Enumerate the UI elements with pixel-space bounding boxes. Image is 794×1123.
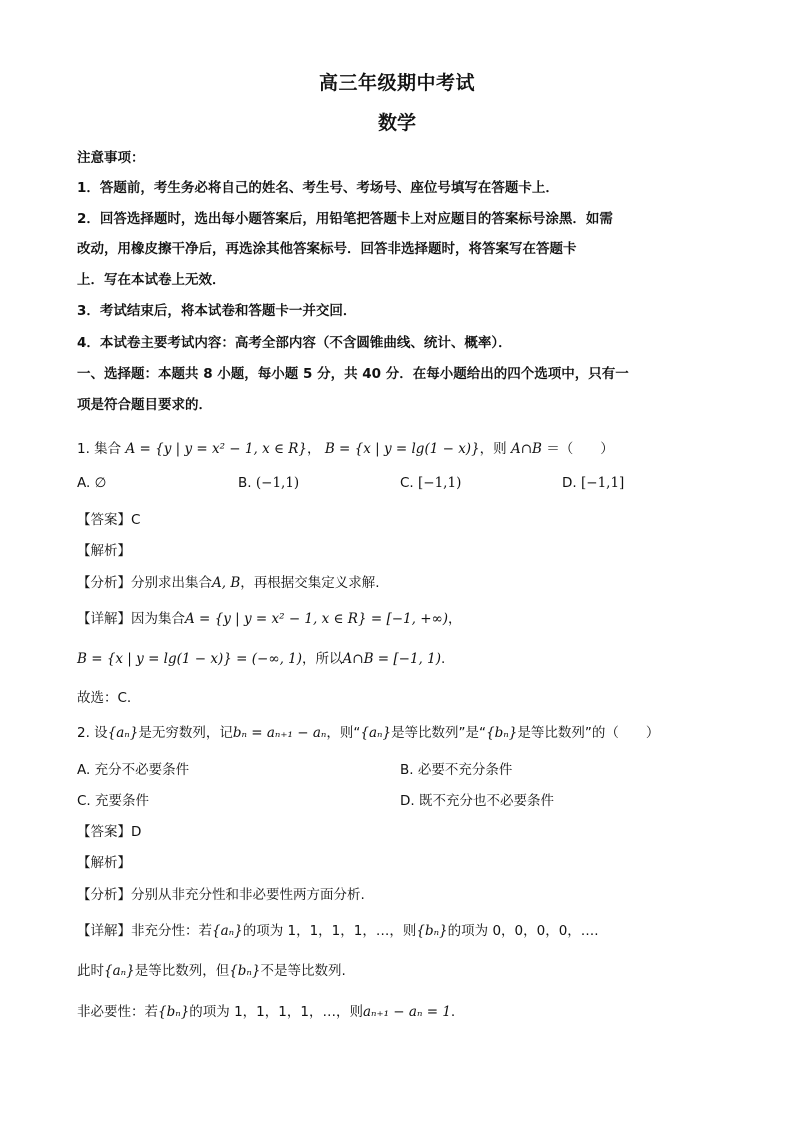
q2-d3-text-3: . xyxy=(450,1004,456,1020)
q1-fenxi-label: 【分析】 xyxy=(77,575,131,591)
q2-prefix: 2. 设 xyxy=(77,725,108,741)
exam-title: 高三年级期中考试 xyxy=(318,72,475,94)
q1-detail-line-2: B = {x | y = lg(1 − x)} = (−∞, 1)，所以A∩B = [−1, 1). xyxy=(77,651,446,667)
q2-detail-label: 【详解】 xyxy=(77,923,131,939)
q1-option-c-value: [−1,1) xyxy=(418,475,462,491)
q1-option-d[interactable] xyxy=(562,474,624,492)
q2-d1-seq-a: {aₙ} xyxy=(212,923,243,939)
q1-comma: ， xyxy=(307,441,321,457)
q2-d3-text-2: 的项为 1，1，1，1，…，则 xyxy=(189,1004,363,1020)
question-2-stem xyxy=(77,724,659,742)
notice-heading: 注意事项： xyxy=(77,150,145,166)
q1-detail-line-1: 【详解】因为集合A = {y | y = x² − 1, x ∈ R} = [−1, +∞)， xyxy=(77,611,462,627)
q2-d2-seq-b: {bₙ} xyxy=(229,963,261,979)
q1-fenxi-text-1: 分别求出集合 xyxy=(131,575,212,591)
q2-option-a[interactable]: A. 充分不必要条件 xyxy=(77,762,190,778)
q2-detail-line-1 xyxy=(77,922,599,940)
q2-fenxi-label: 【分析】 xyxy=(77,887,131,903)
q2-detail-line-2 xyxy=(77,962,346,980)
q1-detail-text-2: ，所以 xyxy=(302,651,343,667)
q2-d2-text-2: 是等比数列，但 xyxy=(134,963,230,979)
exam-subject: 数学 xyxy=(377,112,416,134)
q2-answer: 【答案】D xyxy=(77,824,142,840)
notice-item-2-line-3: 上．写在本试卷上无效． xyxy=(77,272,226,288)
q1-fenxi-math: A, B xyxy=(212,575,241,591)
q1-option-c-label: C. xyxy=(400,475,414,491)
q1-option-d-value: [−1,1] xyxy=(580,475,625,491)
q2-analysis-heading: 【解析】 xyxy=(77,855,131,871)
q1-detail-label: 【详解】 xyxy=(77,611,131,627)
q1-fenxi-text-2: ，再根据交集定义求解. xyxy=(240,575,380,591)
q2-option-c[interactable]: C. 充要条件 xyxy=(77,793,150,809)
section-1-line-2: 项是符合题目要求的． xyxy=(77,397,212,413)
q2-d3-seq-b: {bₙ} xyxy=(158,1004,190,1020)
notice-item-1: 1．答题前，考生务必将自己的姓名、考生号、考场号、座位号填写在答题卡上． xyxy=(77,180,559,196)
q1-option-c[interactable] xyxy=(400,474,461,492)
q1-analysis-heading: 【解析】 xyxy=(77,543,131,559)
q2-d2-text-3: 不是等比数列. xyxy=(260,963,346,979)
q1-detail-text-1: 因为集合 xyxy=(131,611,185,627)
q1-option-d-label: D. xyxy=(562,475,577,491)
q2-d3-math: aₙ₊₁ − aₙ = 1 xyxy=(362,1004,451,1020)
q2-text-2: ，则“ xyxy=(326,725,361,741)
q2-text-4: 是等比数列”的（ ） xyxy=(517,725,660,741)
q1-fenxi xyxy=(77,574,380,592)
q2-seq-b: {bₙ} xyxy=(486,725,518,741)
q1-detail-math-2: B = {x | y = lg(1 − x)} = (−∞, 1) xyxy=(77,651,303,667)
q2-d2-seq-a: {aₙ} xyxy=(104,963,135,979)
q1-option-a-value: ∅ xyxy=(94,475,107,491)
q2-seq-a: {aₙ} xyxy=(107,725,139,741)
q1-ask: ，则 xyxy=(479,441,507,457)
q2-option-b[interactable]: B. 必要不充分条件 xyxy=(400,762,513,778)
q1-detail-math-3: A∩B = [−1, 1) xyxy=(342,651,441,667)
q1-prefix: 1. 集合 xyxy=(77,441,122,457)
q1-option-b[interactable] xyxy=(238,474,299,492)
q1-set-b: B = {x | y = lg(1 − x)} xyxy=(324,441,480,457)
section-1-line-1: 一、选择题：本题共 8 小题，每小题 5 分，共 40 分．在每小题给出的四个选项中，只有一 xyxy=(77,366,629,382)
q2-text-1: 是无穷数列，记 xyxy=(138,725,233,741)
q1-set-a: A = {y | y = x² − 1, x ∈ R} xyxy=(125,441,308,457)
q2-def: bₙ = aₙ₊₁ − aₙ xyxy=(232,725,327,741)
q2-d1-text-2: 的项为 1，1，1，1，…，则 xyxy=(242,923,417,939)
q1-option-b-value: (−1,1) xyxy=(255,475,300,491)
q2-option-d[interactable]: D. 既不充分也不必要条件 xyxy=(400,793,554,809)
q2-text-3: 是等比数列”是“ xyxy=(391,725,487,741)
q2-detail-line-3 xyxy=(77,1003,455,1021)
notice-item-2-line-1: 2．回答选择题时，选出每小题答案后，用铅笔把答题卡上对应题目的答案标号涂黑．如需 xyxy=(77,211,613,227)
q2-d2-text-1: 此时 xyxy=(77,963,104,979)
q1-option-a[interactable] xyxy=(77,474,106,492)
notice-item-2-line-2: 改动，用橡皮擦干净后，再选涂其他答案标号．回答非选择题时，将答案写在答题卡 xyxy=(77,241,577,257)
q2-d1-seq-b: {bₙ} xyxy=(416,923,448,939)
q1-detail-math-1: A = {y | y = x² − 1, x ∈ R} = [−1, +∞) xyxy=(185,611,449,627)
q2-seq-a-2: {aₙ} xyxy=(360,725,392,741)
notice-item-3: 3．考试结束后，将本试卷和答题卡一并交回． xyxy=(77,303,357,319)
q1-tail: ＝（ ） xyxy=(546,441,614,457)
q2-d1-text-1: 非充分性：若 xyxy=(131,923,212,939)
q1-conclusion: 故选：C. xyxy=(77,690,132,706)
q1-answer: 【答案】C xyxy=(77,512,141,528)
q2-fenxi-text: 分别从非充分性和非必要性两方面分析. xyxy=(131,887,365,903)
q1-option-b-label: B. xyxy=(238,475,252,491)
q1-option-a-label: A. xyxy=(77,475,91,491)
question-1-stem xyxy=(77,440,614,458)
q1-expr: A∩B xyxy=(510,441,542,457)
q2-d3-text-1: 非必要性：若 xyxy=(77,1004,158,1020)
q2-d1-text-3: 的项为 0，0，0，0，…. xyxy=(447,923,599,939)
q2-fenxi xyxy=(77,886,365,904)
notice-item-4: 4．本试卷主要考试内容：高考全部内容（不含圆锥曲线、统计、概率）． xyxy=(77,335,512,351)
